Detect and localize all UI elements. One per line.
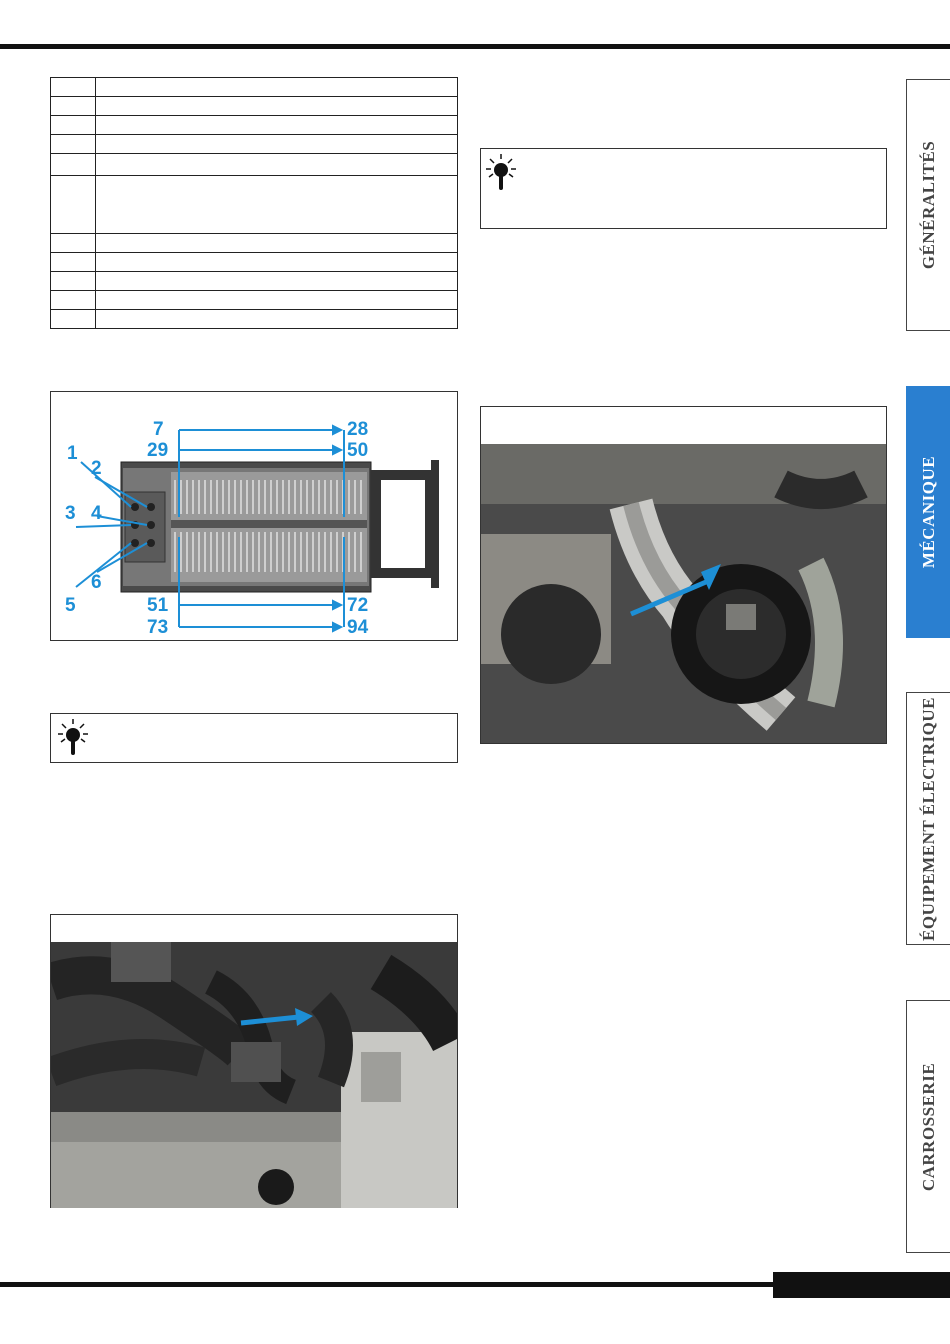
pin-label-4: 4: [91, 503, 102, 524]
lightbulb-icon: [485, 153, 517, 191]
connector-figure: [50, 391, 458, 641]
table-row: [51, 253, 458, 272]
engine-photo-1: [51, 942, 457, 1208]
table-row: [51, 310, 458, 329]
pin-label-2: 2: [91, 458, 102, 479]
pin-label-1: 1: [67, 443, 78, 464]
engine-photo-2: [481, 444, 886, 743]
pin-label-50: 50: [347, 440, 369, 461]
table-row: [51, 176, 458, 234]
tab-carrosserie-label: CARROSSERIE: [918, 1062, 938, 1191]
table-row: [51, 97, 458, 116]
pin-label-29: 29: [147, 440, 169, 461]
tab-carrosserie[interactable]: [906, 1000, 950, 1253]
tab-equipement-electrique-label: ÉQUIPEMENT ÉLECTRIQUE: [918, 696, 938, 941]
tab-mecanique-label: MÉCANIQUE: [918, 455, 938, 569]
table-row: [51, 272, 458, 291]
pin-label-73: 73: [147, 617, 169, 638]
pin-table: [50, 77, 458, 329]
pin-label-72: 72: [347, 595, 369, 616]
pin-label-5: 5: [65, 595, 76, 616]
top-rule: [0, 44, 950, 49]
engine-photo-figure-1: [50, 914, 458, 1208]
pin-label-28: 28: [347, 419, 369, 440]
tip-box: [50, 713, 458, 763]
engine-photo-figure-2: [480, 406, 887, 744]
tab-generalites[interactable]: [906, 79, 950, 331]
pin-label-6: 6: [91, 572, 102, 593]
lightbulb-icon: [57, 718, 89, 756]
connector-diagram: [51, 392, 457, 640]
pin-label-51: 51: [147, 595, 169, 616]
table-row: [51, 135, 458, 154]
table-row: [51, 78, 458, 97]
pin-label-94: 94: [347, 617, 369, 638]
tip-box-right: [480, 148, 887, 229]
table-row: [51, 234, 458, 253]
tab-mecanique[interactable]: [906, 386, 950, 638]
pin-label-3: 3: [65, 503, 76, 524]
table-row: [51, 154, 458, 176]
tab-generalites-label: GÉNÉRALITÉS: [918, 140, 938, 270]
tab-equipement-electrique[interactable]: [906, 692, 950, 945]
table-row: [51, 116, 458, 135]
pin-label-7: 7: [153, 419, 164, 440]
page-number-box: [773, 1272, 950, 1298]
table-row: [51, 291, 458, 310]
